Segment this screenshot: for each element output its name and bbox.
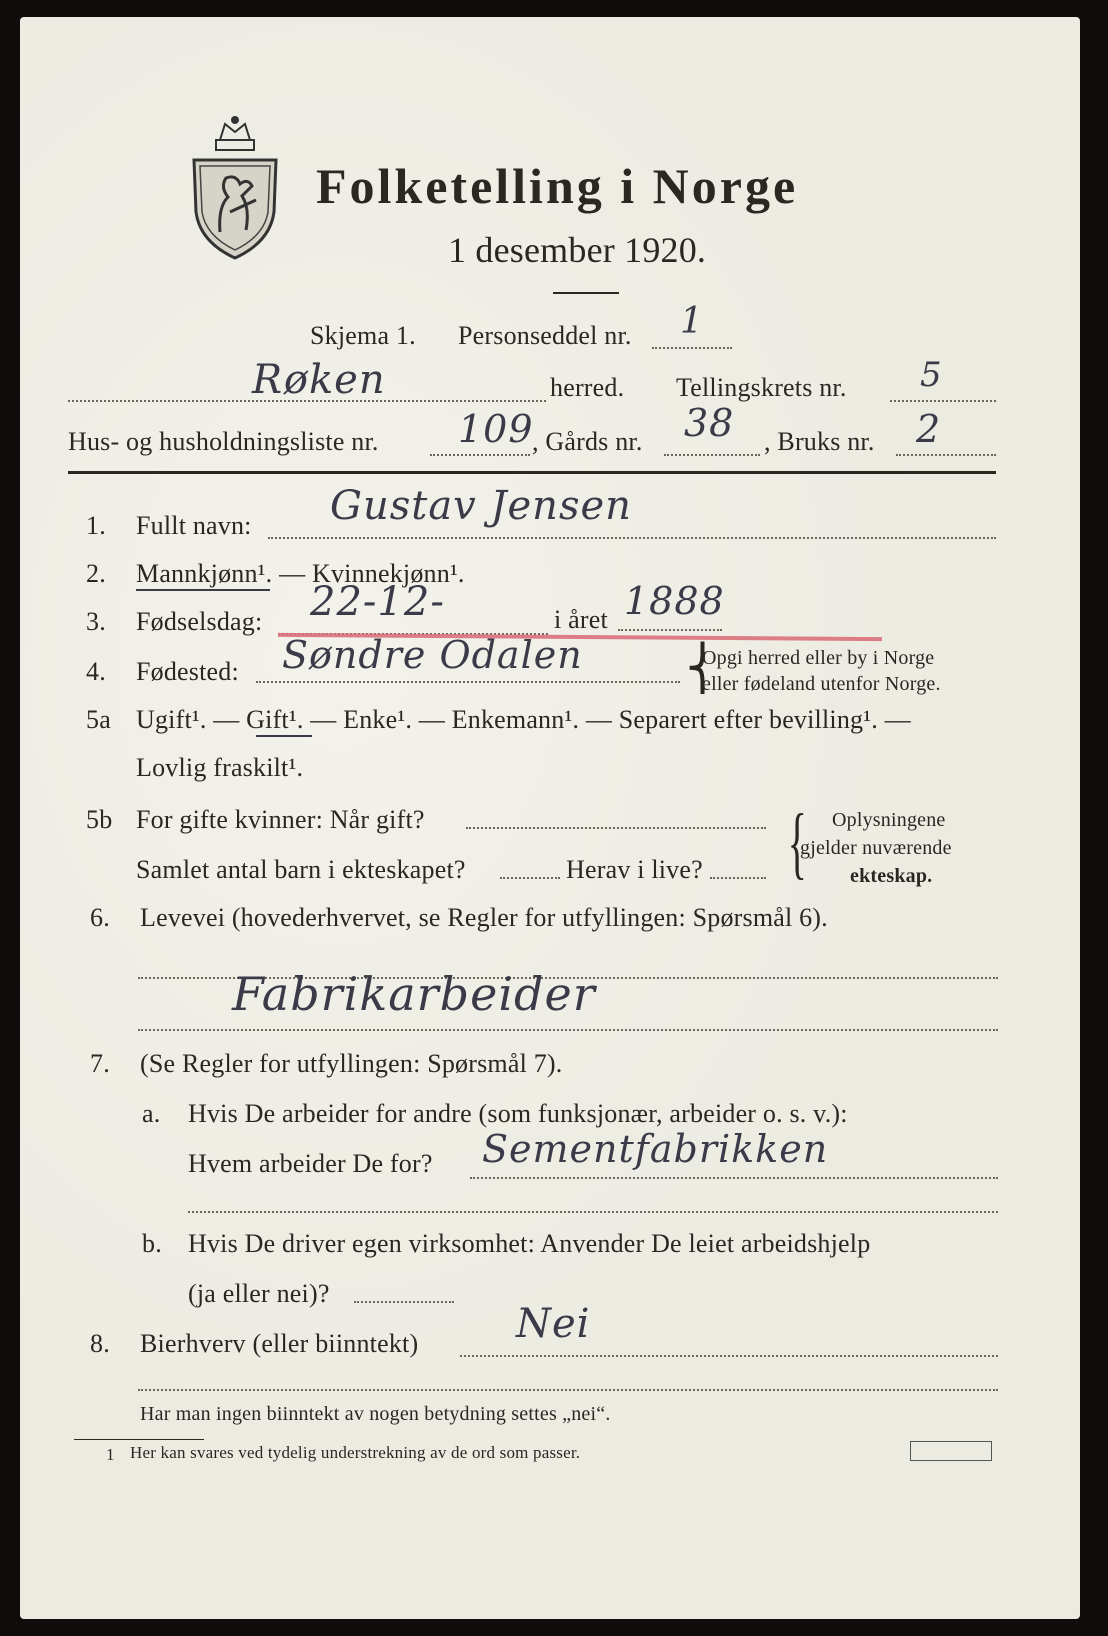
norwegian-coat-of-arms-icon	[190, 112, 280, 262]
tellingskrets-label: Tellingskrets nr.	[676, 373, 847, 402]
printer-stamp	[910, 1441, 992, 1461]
hus-line	[430, 454, 530, 456]
personseddel-line	[652, 347, 732, 349]
q8-number: 8.	[90, 1329, 110, 1358]
title-divider	[553, 292, 619, 294]
gards-label: , Gårds nr.	[532, 427, 643, 456]
q7-number: 7.	[90, 1049, 110, 1078]
bruks-value: 2	[916, 407, 942, 451]
form-date: 1 desember 1920.	[448, 230, 707, 270]
q4-number: 4.	[86, 657, 106, 686]
q4-value: Søndre Odalen	[282, 633, 583, 677]
q7b-line	[354, 1301, 454, 1303]
q4-label: Fødested:	[136, 657, 239, 686]
q6-label: Levevei (hovederhvervet, se Regler for utfyllingen: Spørsmål 6).	[140, 903, 828, 932]
q8-value: Nei	[516, 1301, 591, 1347]
q7a-value: Sementfabrikken	[482, 1127, 829, 1171]
q3-year-line	[618, 629, 722, 631]
personseddel-value: 1	[680, 301, 704, 342]
footnote-mark: 1	[106, 1445, 115, 1464]
q3-year-label: i året	[554, 605, 608, 634]
q5a-line2: Lovlig fraskilt¹.	[136, 753, 304, 782]
q7a-letter: a.	[142, 1099, 161, 1128]
q7b-letter: b.	[142, 1229, 162, 1258]
footnote-text: Her kan svares ved tydelig understrekning av de ord som passer.	[130, 1443, 581, 1462]
form-title: Folketelling i Norge	[316, 158, 799, 214]
q4-note-line2: eller fødeland utenfor Norge.	[702, 673, 941, 695]
q1-label: Fullt navn:	[136, 511, 252, 540]
skjema-label: Skjema 1.	[310, 321, 416, 350]
q7-label: (Se Regler for utfyllingen: Spørsmål 7).	[140, 1049, 563, 1078]
q6-line2	[138, 1029, 998, 1031]
q6-value: Fabrikarbeider	[232, 967, 596, 1021]
q1-number: 1.	[86, 511, 106, 540]
q4-note-line1: Opgi herred eller by i Norge	[702, 647, 935, 669]
q6-number: 6.	[90, 903, 110, 932]
q5b-note-line2: gjelder nuværende	[800, 837, 952, 859]
herred-label: herred.	[550, 373, 625, 402]
footnote-divider	[74, 1439, 204, 1440]
q4-note-bracket: ⎨	[686, 644, 719, 693]
q3-label: Fødselsdag:	[136, 607, 263, 636]
bruks-label: , Bruks nr.	[764, 427, 875, 456]
gards-value: 38	[684, 401, 735, 445]
census-form	[20, 17, 1080, 1619]
q7a-line1: Hvis De arbeider for andre (som funksjonær, arbeider o. s. v.):	[188, 1099, 848, 1128]
q5b-married-line	[466, 827, 766, 829]
q8-line-extra	[138, 1389, 998, 1391]
q5b-line2a: Samlet antal barn i ekteskapet?	[136, 855, 466, 884]
q3-value: 22-12-	[310, 579, 445, 625]
q7a-line	[470, 1177, 998, 1179]
q3-number: 3.	[86, 607, 106, 636]
tellingskrets-value: 5	[920, 355, 943, 395]
q7a-line-extra	[188, 1211, 998, 1213]
q1-value: Gustav Jensen	[330, 483, 632, 529]
q2-number: 2.	[86, 559, 106, 588]
q5a-gift-underline	[256, 735, 312, 737]
q5b-line2b: Herav i live?	[566, 855, 703, 884]
header-divider	[68, 471, 996, 474]
q5b-note-line3: ekteskap.	[850, 865, 933, 887]
bottom-note: Har man ingen biinntekt av nogen betydning settes „nei“.	[140, 1403, 611, 1425]
q5b-note-bracket: {	[787, 799, 807, 887]
q7b-line1: Hvis De driver egen virksomhet: Anvender De leiet arbeidshjelp	[188, 1229, 871, 1258]
q8-line	[460, 1355, 998, 1357]
herred-value: Røken	[252, 357, 386, 403]
q2-underline	[136, 589, 270, 591]
q4-line	[256, 681, 680, 683]
q2-label: Mannkjønn¹. — Kvinnekjønn¹.	[136, 559, 465, 588]
personseddel-label: Personseddel nr.	[458, 321, 632, 350]
bruks-line	[896, 454, 996, 456]
q1-line	[268, 537, 996, 539]
q7a-line2: Hvem arbeider De for?	[188, 1149, 433, 1178]
q5b-alive-line	[710, 877, 766, 879]
q5a-number: 5a	[86, 705, 111, 734]
q3-year-value: 1888	[624, 579, 725, 623]
q8-label: Bierhverv (eller biinntekt)	[140, 1329, 419, 1358]
q5b-number: 5b	[86, 805, 113, 834]
hus-label: Hus- og husholdningsliste nr.	[68, 427, 379, 456]
tellingskrets-line	[890, 400, 996, 402]
q5b-line1: For gifte kvinner: Når gift?	[136, 805, 425, 834]
q7b-line2: (ja eller nei)?	[188, 1279, 330, 1308]
q5b-note-line1: Oplysningene	[832, 809, 946, 831]
q5a-line1: Ugift¹. — Gift¹. — Enke¹. — Enkemann¹. — Separert efter bevilling¹. —	[136, 705, 911, 734]
q5b-children-line	[500, 877, 560, 879]
hus-value: 109	[458, 407, 534, 451]
gards-line	[664, 454, 760, 456]
